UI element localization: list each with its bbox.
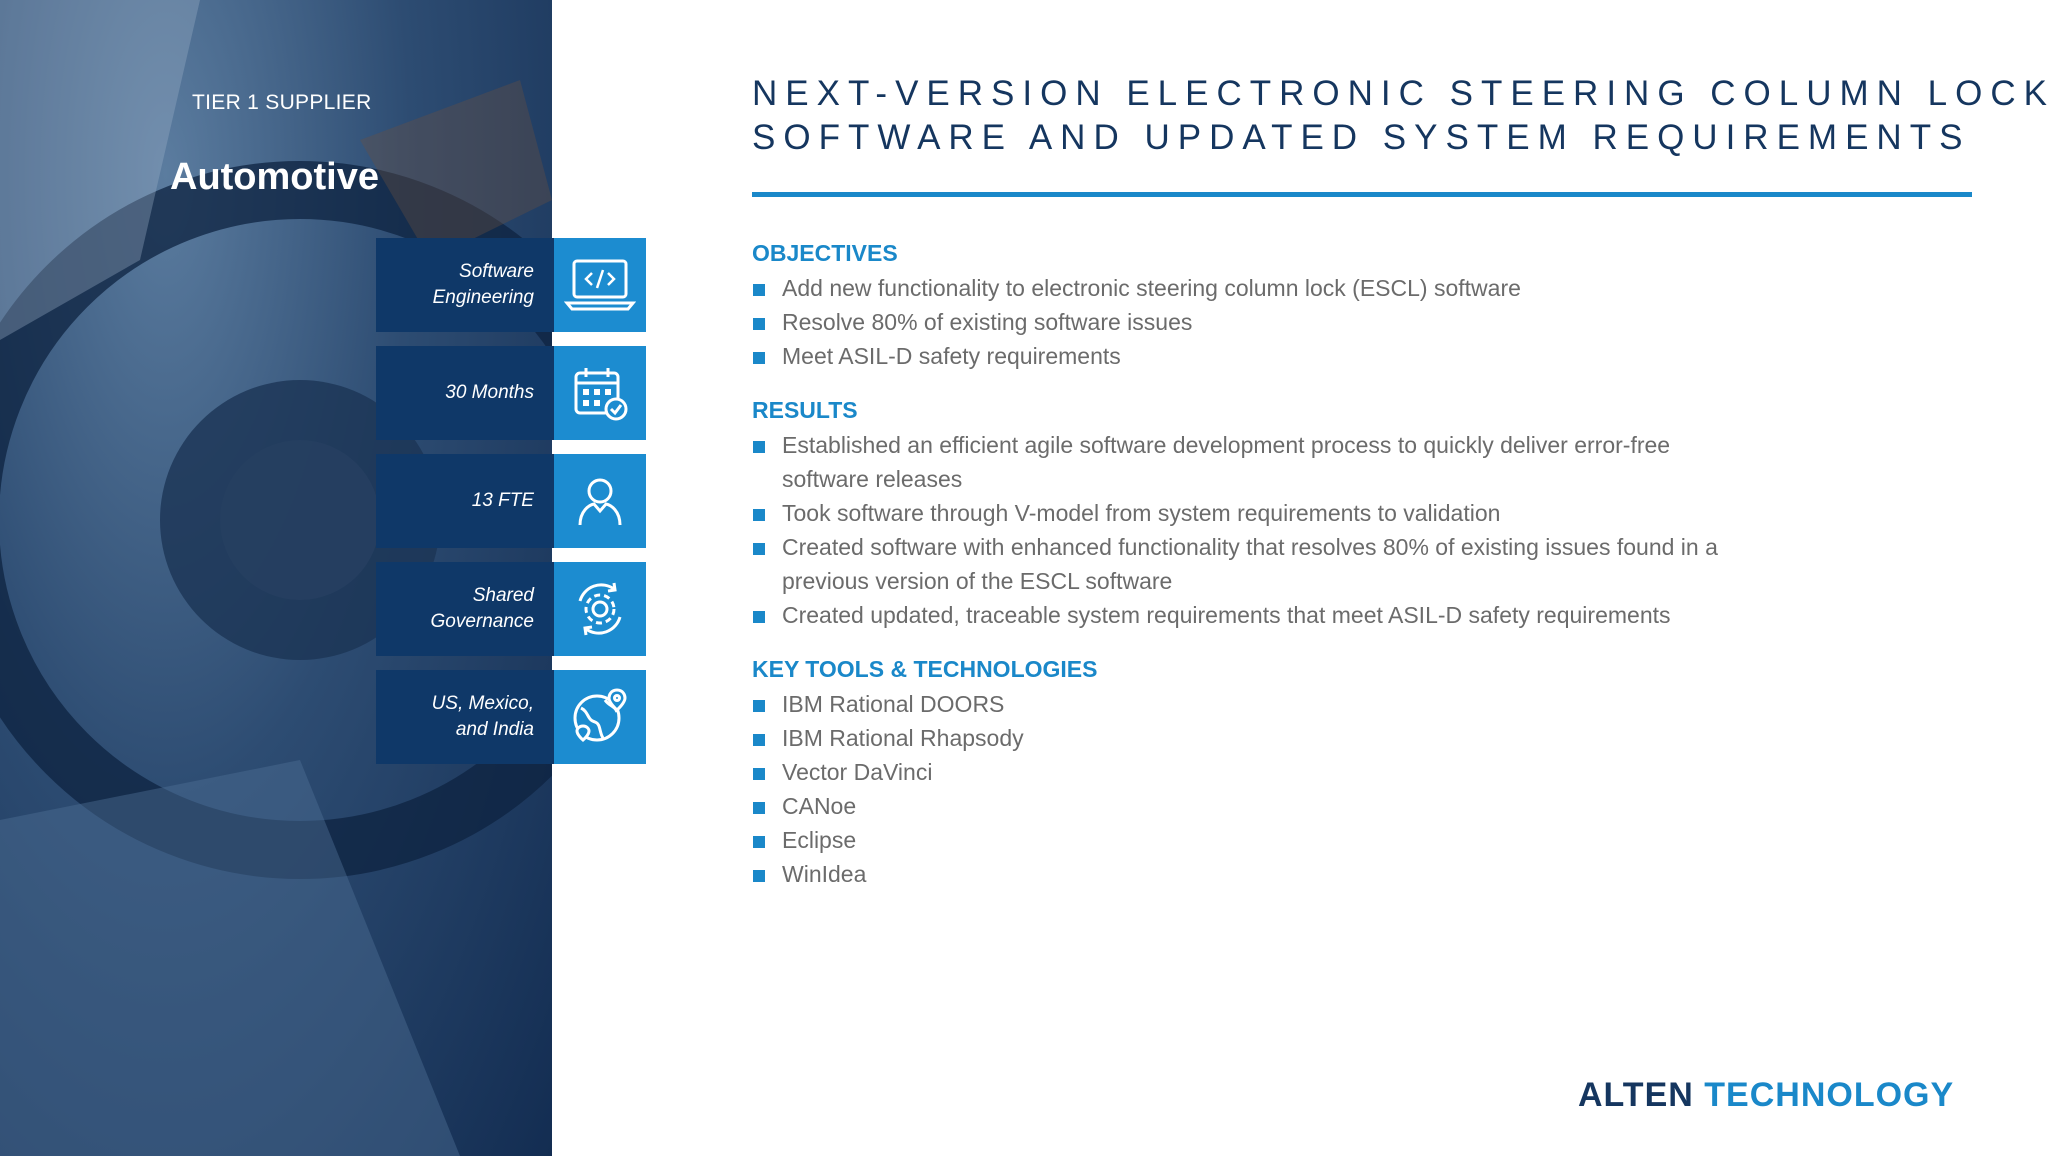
section-heading: KEY TOOLS & TECHNOLOGIES xyxy=(752,656,1098,682)
company-logo: ALTEN TECHNOLOGY xyxy=(1578,1076,1955,1114)
globe-pin-icon xyxy=(554,670,646,764)
list-item: Took software through V-model from system requirements to validation xyxy=(752,496,2002,530)
list-item: IBM Rational Rhapsody xyxy=(752,721,2002,755)
stat-team-size xyxy=(376,454,646,548)
stat-governance xyxy=(376,562,646,656)
objectives-section xyxy=(752,240,2002,373)
list-item: Created updated, traceable system requirements that meet ASIL-D safety requirements xyxy=(752,598,2002,632)
list-item: Created software with enhanced functionality that resolves 80% of existing issues found in a previous version of the ESCL software xyxy=(752,530,2002,598)
section-heading: RESULTS xyxy=(752,397,858,423)
list-item: Resolve 80% of existing software issues xyxy=(752,305,2002,339)
case-study-content xyxy=(752,240,2002,915)
stat-label: Software Engineering xyxy=(376,238,554,332)
list-item: Vector DaVinci xyxy=(752,755,2002,789)
list-item: IBM Rational DOORS xyxy=(752,687,2002,721)
client-tier: TIER 1 SUPPLIER xyxy=(192,91,372,114)
stat-duration xyxy=(376,346,646,440)
list-item: WinIdea xyxy=(752,857,2002,891)
stat-discipline xyxy=(376,238,646,332)
list-item: Add new functionality to electronic steering column lock (ESCL) software xyxy=(752,271,2002,305)
list-item: Eclipse xyxy=(752,823,2002,857)
page-title: NEXT-VERSION ELECTRONIC STEERING COLUMN LOCK SOFTWARE AND UPDATED SYSTEM REQUIREMENTS xyxy=(752,74,2055,157)
person-icon xyxy=(554,454,646,548)
section-heading: OBJECTIVES xyxy=(752,240,898,266)
laptop-code-icon xyxy=(554,238,646,332)
industry-title: Automotive xyxy=(170,156,379,198)
calendar-check-icon xyxy=(554,346,646,440)
list-item: Established an efficient agile software development process to quickly deliver error-free software releases xyxy=(752,428,2002,496)
stat-label: Shared Governance xyxy=(376,562,554,656)
title-divider xyxy=(752,192,1972,197)
list-item: CANoe xyxy=(752,789,2002,823)
stat-locations xyxy=(376,670,646,764)
list-item: Meet ASIL-D safety requirements xyxy=(752,339,2002,373)
gear-cycle-icon xyxy=(554,562,646,656)
stat-label: US, Mexico, and India xyxy=(376,670,554,764)
stat-label: 30 Months xyxy=(376,346,554,440)
results-section xyxy=(752,397,2002,632)
stat-label: 13 FTE xyxy=(376,454,554,548)
tools-section xyxy=(752,656,2002,891)
